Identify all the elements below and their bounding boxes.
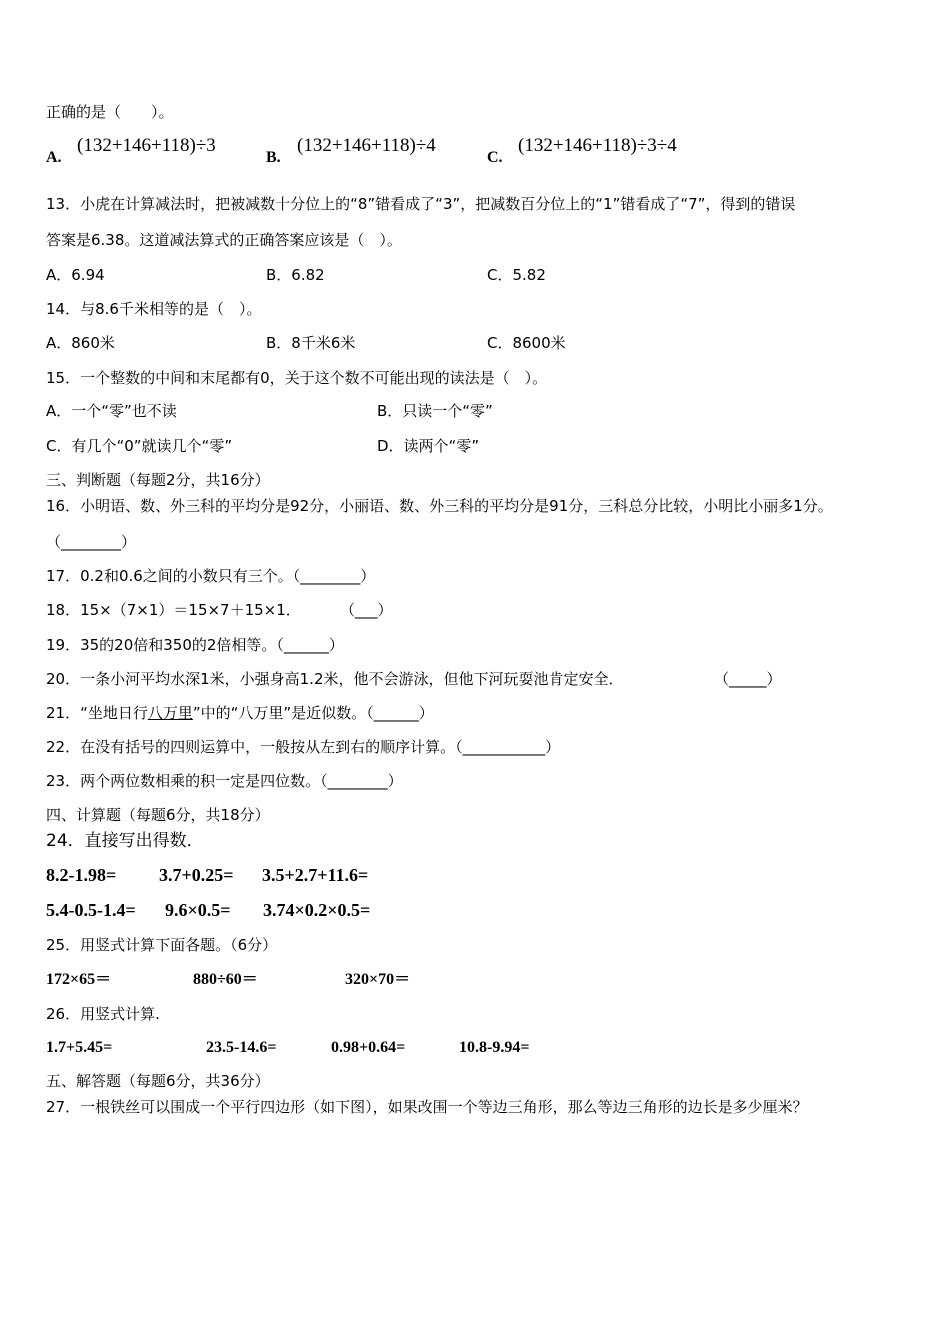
q24-item: 3.5+2.7+11.6= — [262, 865, 369, 885]
q12-option-a-expr: (132+146+118)÷3 — [77, 135, 216, 156]
q21-text — [46, 703, 434, 723]
q26-item: 0.98+0.64= — [331, 1039, 406, 1056]
q15-text: 15．一个整数的中间和末尾都有0，关于这个数不可能出现的读法是（ ）。 — [46, 369, 548, 387]
q21-post: ”中的“八万里”是近似数。（______） — [192, 704, 434, 722]
q14-option-b: B．8千米6米 — [266, 334, 356, 352]
q17-text: 17．0.2和0.6之间的小数只有三个。（________） — [46, 567, 376, 585]
q24-item: 5.4-0.5-1.4= — [46, 900, 136, 920]
q20-text: 20．一条小河平均水深1米，小强身高1.2米，他不会游泳，但他下河玩耍池肯定安全． — [46, 670, 624, 688]
q13-option-c: C．5.82 — [487, 266, 546, 284]
q14-text: 14．与8.6千米相等的是（ ）。 — [46, 300, 262, 318]
q25-title: 25．用竖式计算下面各题。（6分） — [46, 936, 278, 954]
q12-option-a-label: A. — [46, 149, 62, 166]
q14-option-a: A．860米 — [46, 334, 115, 352]
q15-option-d: D．读两个“零” — [377, 437, 480, 455]
q12-option-b-label: B. — [266, 149, 281, 166]
q24-item: 3.74×0.2×0.5= — [263, 900, 371, 920]
q12-option-c-expr: (132+146+118)÷3÷4 — [518, 135, 677, 156]
q12-option-c-label: C. — [487, 149, 503, 166]
section-3-heading: 三、判断题（每题2分，共16分） — [46, 471, 270, 489]
q18-blank: （___） — [340, 601, 393, 619]
q13-option-b: B．6.82 — [266, 266, 325, 284]
q13-line2: 答案是6.38。这道减法算式的正确答案应该是（ ）。 — [46, 231, 402, 249]
q15-option-a: A．一个“零”也不读 — [46, 402, 177, 420]
q20-blank: （_____） — [714, 670, 782, 688]
q21-underlined: 八万里 — [147, 704, 193, 722]
q27-text: 27．一根铁丝可以围成一个平行四边形（如下图），如果改围一个等边三角形，那么等边三角形的边长是多少厘米？ — [46, 1098, 808, 1116]
q25-item: 320×70＝ — [345, 971, 411, 988]
q24-item: 8.2-1.98= — [46, 865, 117, 885]
q25-item: 172×65＝ — [46, 971, 112, 988]
q15-option-b: B．只读一个“零” — [377, 402, 493, 420]
q21-pre: 21．“坐地日行 — [46, 704, 148, 722]
q24-item: 9.6×0.5= — [165, 900, 231, 920]
q25-item: 880÷60＝ — [193, 971, 258, 988]
q26-item: 10.8-9.94= — [459, 1039, 530, 1056]
section-4-heading: 四、计算题（每题6分，共18分） — [46, 806, 270, 824]
q12-tail: 正确的是（ ）。 — [46, 103, 174, 121]
q14-option-c: C．8600米 — [487, 334, 566, 352]
q23-text: 23．两个两位数相乘的积一定是四位数。（________） — [46, 772, 403, 790]
section-5-heading: 五、解答题（每题6分，共36分） — [46, 1072, 270, 1090]
q13-line1: 13．小虎在计算减法时，把被减数十分位上的“8”错看成了“3”，把减数百分位上的“1”错看成了“7”，得到的错误 — [46, 195, 796, 213]
q15-option-c: C．有几个“0”就读几个“零” — [46, 437, 233, 455]
q26-item: 1.7+5.45= — [46, 1039, 113, 1056]
q13-option-a: A．6.94 — [46, 266, 105, 284]
q26-title: 26．用竖式计算. — [46, 1005, 160, 1023]
q24-title: 24．直接写出得数． — [46, 831, 204, 851]
q16-text: 16．小明语、数、外三科的平均分是92分，小丽语、数、外三科的平均分是91分，三科总分比较，小明比小丽多1分。 — [46, 497, 833, 515]
q12-option-b-expr: (132+146+118)÷4 — [297, 135, 436, 156]
q26-item: 23.5-14.6= — [206, 1039, 277, 1056]
q18-text: 18．15×（7×1）＝15×7＋15×1． — [46, 601, 301, 619]
q22-text: 22．在没有括号的四则运算中，一般按从左到右的顺序计算。（___________） — [46, 738, 561, 756]
q24-item: 3.7+0.25= — [159, 865, 234, 885]
q16-blank: （________） — [46, 533, 137, 551]
q19-text: 19．35的20倍和350的2倍相等。（______） — [46, 636, 344, 654]
